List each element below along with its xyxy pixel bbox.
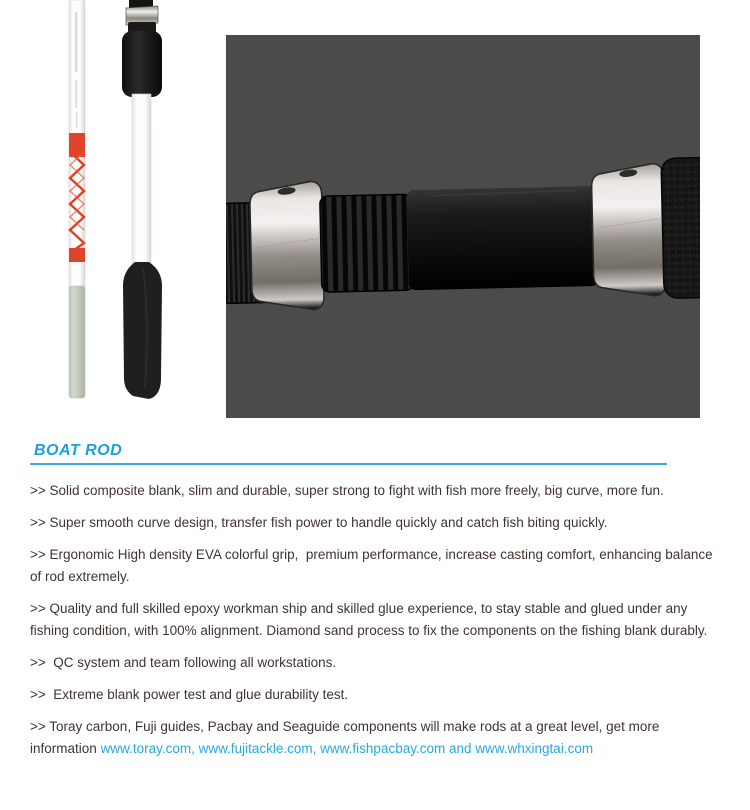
rod-butt-section [122, 0, 162, 399]
info-lead-text: >> Toray carbon, Fuji guides, Pacbay and Seaguide components will make rods at a great level, get more information [30, 719, 660, 756]
rod-tip-section [69, 0, 85, 398]
rod-sections-image [55, 0, 190, 430]
feature-line: >> Extreme blank power test and glue durability test. [30, 687, 349, 702]
feature-line: >> Quality and full skilled epoxy workman ship and skilled glue experience, to stay stable and glued under any fishing condition, with 100% alignment. Diamond sand process to fix the components on the fishing blank durably. [30, 601, 708, 638]
rod-sections-graphic [55, 0, 190, 430]
feature-line: >> Ergonomic High density EVA colorful grip, premium performance, increase casting comfort, enhancing balance of rod extremely. [30, 547, 717, 584]
metal-collar-left [249, 181, 324, 311]
section-title: BOAT ROD [30, 442, 667, 465]
link-connector-and: and [448, 741, 472, 756]
link-fujitackle[interactable]: www.fujitackle.com, [198, 741, 317, 756]
metal-collar-right [591, 163, 666, 297]
eva-foam-grip [661, 158, 700, 299]
feature-line: >> Solid composite blank, slim and durable, super strong to fight with fish more freely, big curve, more fun. [30, 483, 664, 498]
components-info-line [30, 716, 720, 760]
center-tube [407, 186, 599, 290]
ribbed-grip-section [320, 194, 414, 292]
description-section [30, 432, 720, 770]
feature-line: >> Super smooth curve design, transfer fish power to handle quickly and catch fish biting quickly. [30, 515, 608, 530]
link-whxingtai[interactable]: www.whxingtai.com [475, 741, 594, 756]
link-toray[interactable]: www.toray.com, [100, 741, 195, 756]
handle-closeup-graphic [226, 35, 700, 418]
link-fishpacbay[interactable]: www.fishpacbay.com [320, 741, 446, 756]
handle-closeup-image [226, 35, 700, 418]
feature-line: >> QC system and team following all workstations. [30, 655, 337, 670]
